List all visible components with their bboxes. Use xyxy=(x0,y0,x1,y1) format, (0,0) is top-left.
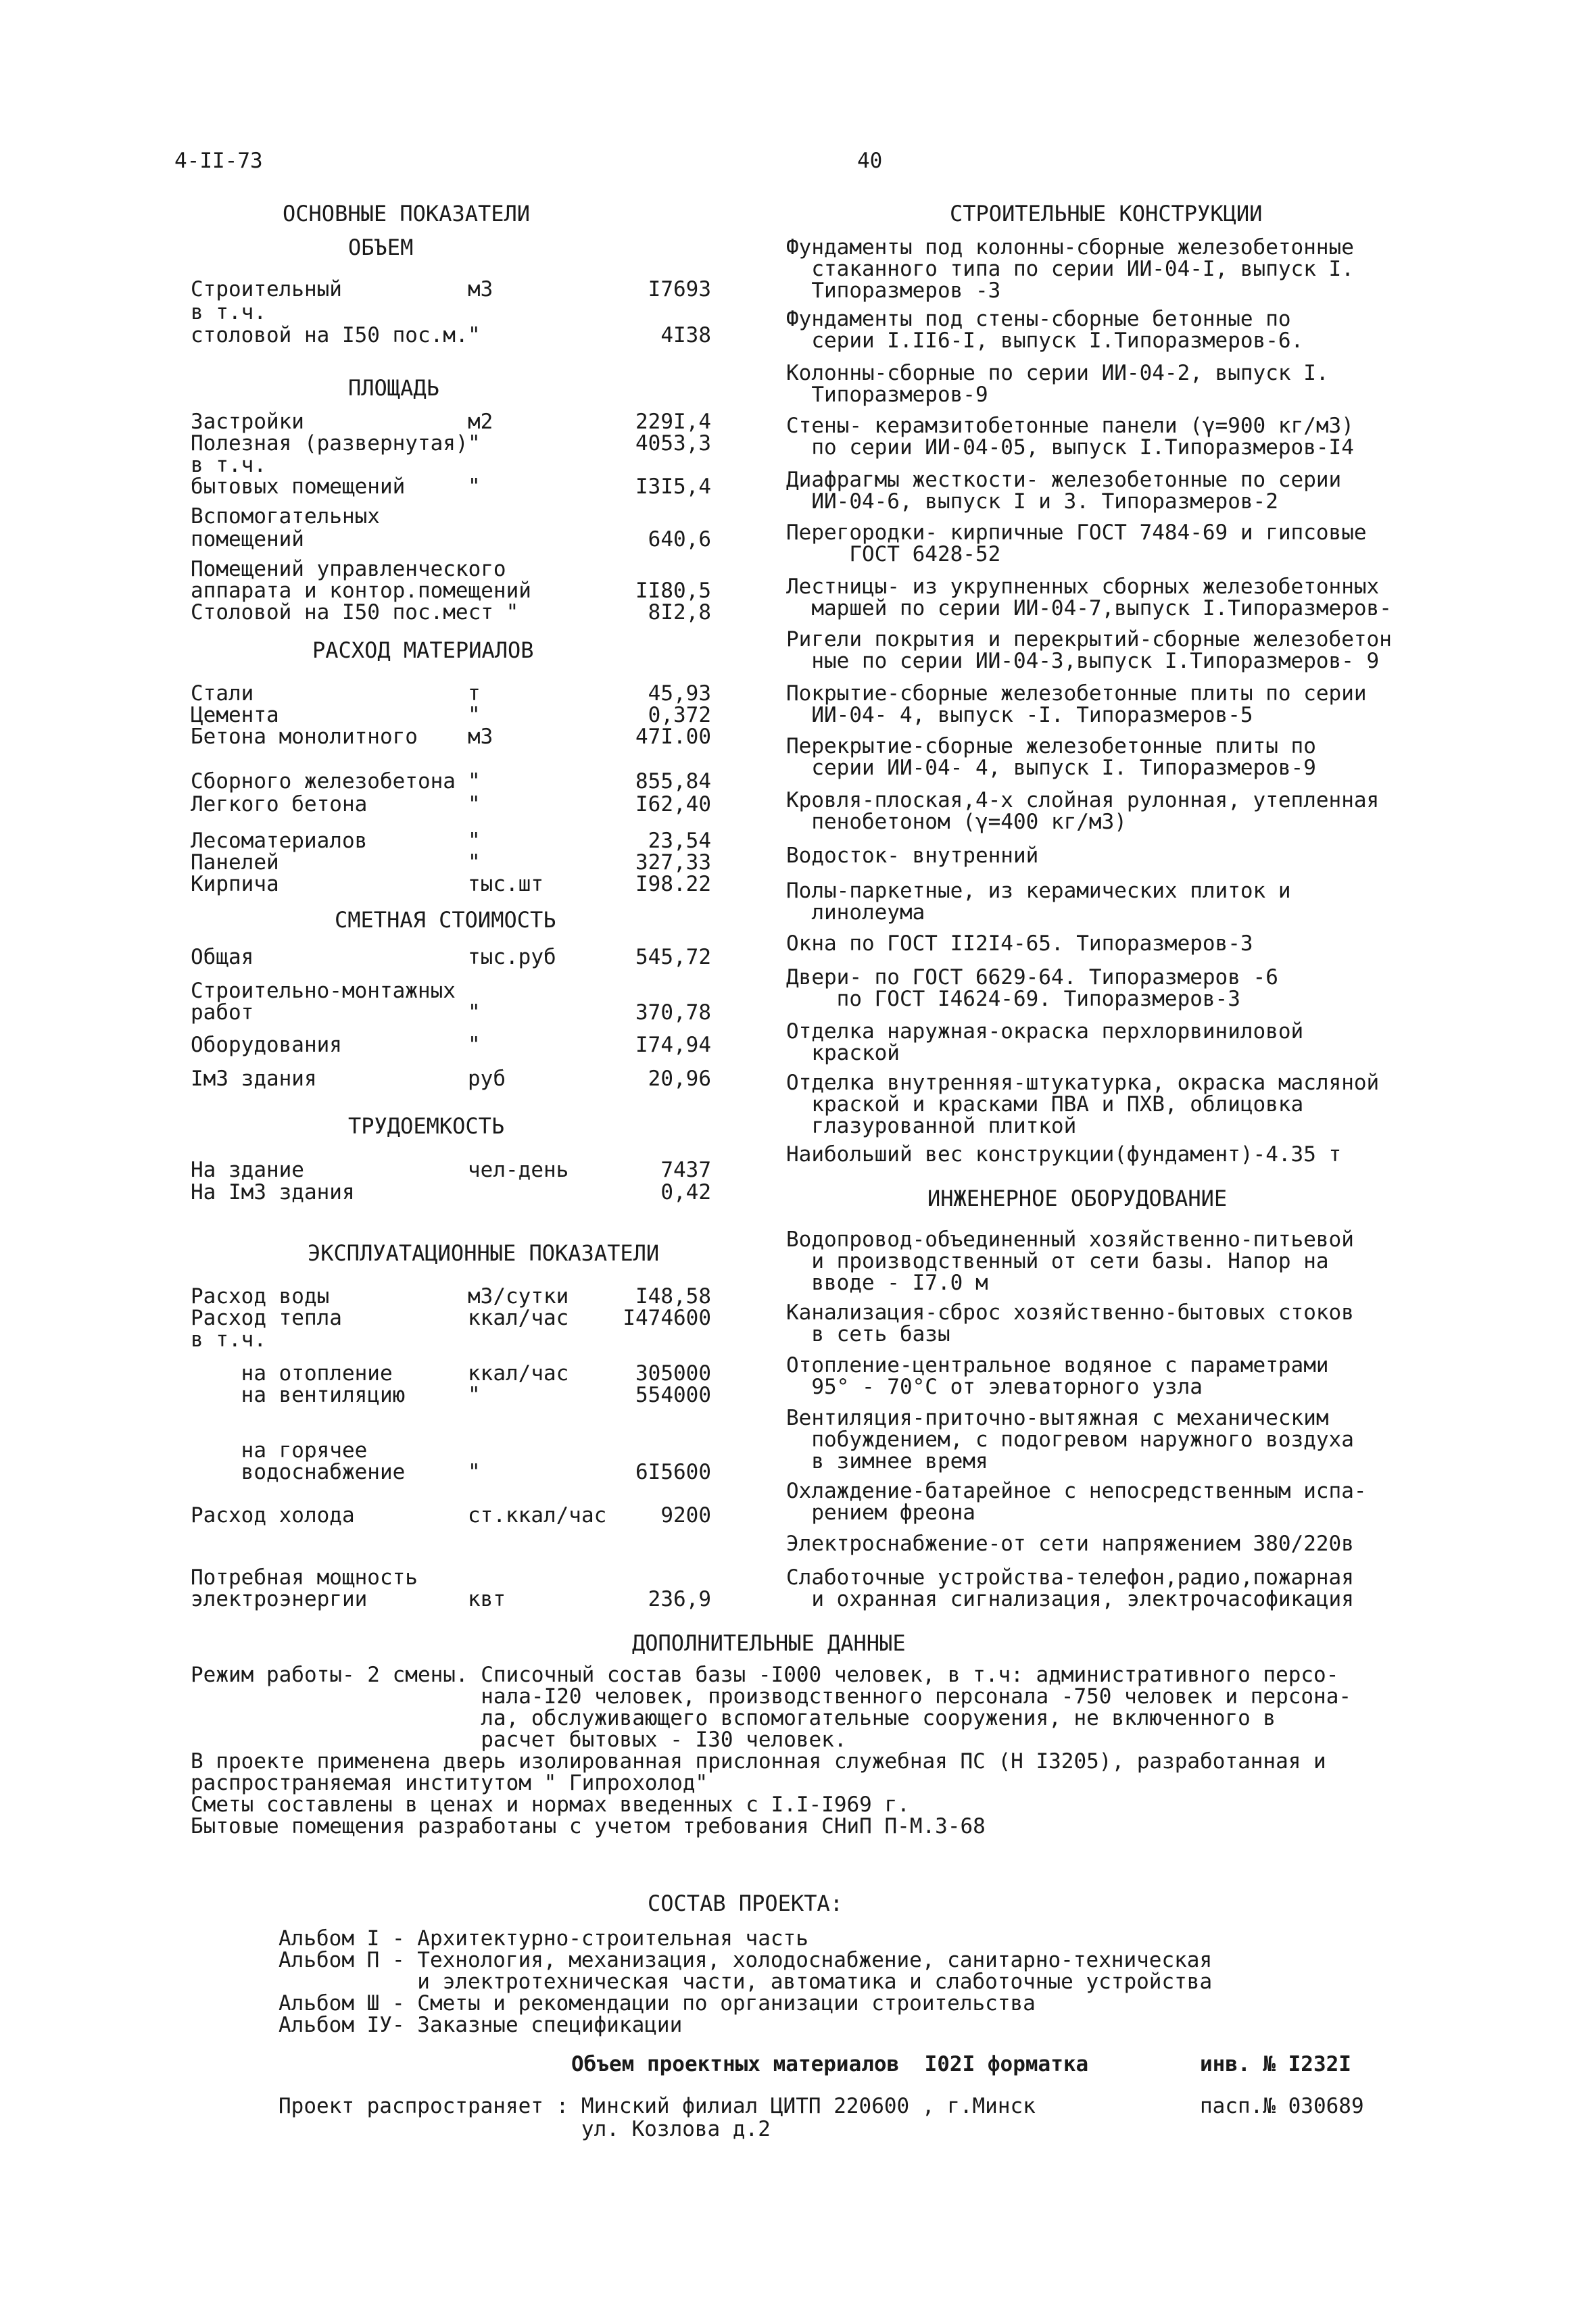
indicator-label: Легкого бетона xyxy=(191,792,368,817)
indicator-unit: тыс.руб xyxy=(468,945,556,969)
spec-item xyxy=(786,1480,1543,1524)
indicator-unit: ст.ккал/час xyxy=(468,1503,607,1528)
spec-item xyxy=(786,629,1543,672)
indicator-row xyxy=(191,794,711,815)
indicator-label: на горячее xyxy=(191,1438,368,1463)
text-line: Сметы составлены в ценах и нормах введенных с I.I-I969 г. xyxy=(191,1793,910,1817)
spec-line: стаканного типа по серии ИИ-04-I, выпуск I. xyxy=(786,257,1354,281)
indicator-label: Столовой на I50 пос.мест " xyxy=(191,600,519,625)
indicator-label: на вентиляцию xyxy=(191,1383,406,1407)
materials-section-title: РАСХОД МАТЕРИАЛОВ xyxy=(312,637,534,663)
indicator-label: в т.ч. xyxy=(191,300,266,324)
indicator-unit: м2 xyxy=(468,410,493,434)
indicator-value: 370,78 xyxy=(635,1000,711,1025)
indicator-value: 305000 xyxy=(635,1361,711,1386)
indicator-value: I62,40 xyxy=(635,792,711,817)
text-line: и электротехническая части, автоматика и слаботочные устройства xyxy=(279,1970,1213,1994)
spec-line: Полы-паркетные, из керамических плиток и xyxy=(786,879,1291,903)
indicator-label: На IмЗ здания xyxy=(191,1180,355,1204)
indicator-row xyxy=(191,602,711,623)
spec-line: ИИ-04-6, выпуск I и 3. Типоразмеров-2 xyxy=(786,489,1278,514)
area-section-title: ПЛОЩАДЬ xyxy=(348,375,439,401)
indicator-value: 45,93 xyxy=(648,681,711,706)
indicator-value: 8I2,8 xyxy=(648,600,711,625)
spec-line: Стены- керамзитобетонные панели (γ=900 кг/м3) xyxy=(786,414,1354,438)
indicator-value: 236,9 xyxy=(648,1587,711,1611)
spec-line: побуждением, с подогревом наружного воздуха xyxy=(786,1428,1354,1452)
indicator-label: Вспомогательных xyxy=(191,504,380,529)
indicator-value: I3I5,4 xyxy=(635,474,711,499)
indicator-row xyxy=(191,580,711,602)
additional-data-title: ДОПОЛНИТЕЛЬНЫЕ ДАННЫЕ xyxy=(632,1630,906,1656)
indicator-row xyxy=(191,1286,711,1307)
spec-item xyxy=(786,415,1543,458)
indicator-value: 855,84 xyxy=(635,769,711,794)
indicator-value: 4053,3 xyxy=(635,431,711,456)
spec-item xyxy=(786,308,1543,351)
indicator-unit: " xyxy=(468,323,481,347)
indicator-label: Потребная мощность xyxy=(191,1565,418,1590)
additional-list xyxy=(191,1664,1351,1837)
indicator-label: Помещений управленческого xyxy=(191,557,506,581)
spec-line: Наибольший вес конструкции(фундамент)-4.35 т xyxy=(786,1142,1342,1167)
indicator-unit: " xyxy=(468,474,481,499)
passport-number: пасп.№ 030689 xyxy=(1200,2094,1364,2118)
indicator-value: 9200 xyxy=(660,1503,711,1528)
page-number: 40 xyxy=(857,149,883,173)
inventory-number: инв. № I232I xyxy=(1200,2052,1351,2076)
spec-item xyxy=(786,1302,1543,1345)
spec-item xyxy=(786,735,1543,779)
indicator-row xyxy=(191,433,711,454)
spec-line: рением фреона xyxy=(786,1501,975,1525)
spec-line: Колонны-сборные по серии ИИ-04-2, выпуск I. xyxy=(786,361,1329,385)
indicator-row xyxy=(191,278,711,300)
spec-item xyxy=(786,362,1543,406)
indicator-label: Оборудования xyxy=(191,1033,342,1057)
indicator-unit: " xyxy=(468,431,481,456)
spec-item xyxy=(786,1229,1543,1294)
indicator-label: Цемента xyxy=(191,703,279,727)
indicator-unit: " xyxy=(468,769,481,794)
indicator-row xyxy=(191,1307,711,1329)
spec-item xyxy=(786,1407,1543,1472)
indicator-row xyxy=(191,529,711,550)
indicator-label: электроэнергии xyxy=(191,1587,368,1611)
spec-line: 95° - 70°С от элеваторного узла xyxy=(786,1375,1203,1399)
indicator-unit: " xyxy=(468,792,481,817)
indicator-label: на отопление xyxy=(191,1361,393,1386)
indicator-row xyxy=(191,1588,711,1610)
indicator-row xyxy=(191,1002,711,1023)
spec-line: Перегородки- кирпичные ГОСТ 7484-69 и гипсовые xyxy=(786,520,1367,545)
spec-item xyxy=(786,880,1543,923)
spec-line: Двери- по ГОСТ 6629-64. Типоразмеров -6 xyxy=(786,965,1278,990)
indicator-label: На здание xyxy=(191,1158,304,1182)
spec-line: серии I.II6-I, выпуск I.Типоразмеров-6. xyxy=(786,328,1304,353)
spec-line: Кровля-плоская,4-х слойная рулонная, утепленная xyxy=(786,788,1380,812)
spec-line: Водопровод-объединенный хозяйственно-питьевой xyxy=(786,1227,1354,1252)
indicator-row xyxy=(191,558,711,580)
indicator-row xyxy=(191,1440,711,1461)
spec-line: Окна по ГОСТ II2I4-65. Типоразмеров-3 xyxy=(786,931,1253,956)
spec-line: Слаботочные устройства-телефон,радио,пожарная xyxy=(786,1565,1354,1590)
indicator-row xyxy=(191,1181,711,1203)
spec-item xyxy=(786,1072,1543,1137)
main-indicators-title: ОСНОВНЫЕ ПОКАЗАТЕЛИ xyxy=(283,201,531,226)
indicator-label: Кирпича xyxy=(191,872,279,896)
indicator-unit: " xyxy=(468,1460,481,1484)
indicator-unit: ккал/час xyxy=(468,1306,569,1330)
indicator-value: I474600 xyxy=(623,1306,711,1330)
spec-line: Перекрытие-сборные железобетонные плиты по xyxy=(786,734,1316,758)
spec-line: Фундаменты под колонны-сборные железобетонные xyxy=(786,235,1354,260)
indicator-value: 0,372 xyxy=(648,703,711,727)
indicator-value: I98.22 xyxy=(635,872,711,896)
spec-line: краской xyxy=(786,1041,900,1065)
text-line: нала-I20 человек, производственного персонала -750 человек и персона- xyxy=(191,1684,1352,1709)
indicator-value: II80,5 xyxy=(635,579,711,603)
indicator-unit: " xyxy=(468,1383,481,1407)
indicator-row xyxy=(191,1505,711,1526)
indicator-row xyxy=(191,1034,711,1056)
spec-line: Типоразмеров-9 xyxy=(786,383,988,407)
operational-indicators-title: ЭКСПЛУАТАЦИОННЫЕ ПОКАЗАТЕЛИ xyxy=(308,1240,660,1266)
indicator-unit: тыс.шт xyxy=(468,872,543,896)
spec-line: пенобетоном (γ=400 кг/м3) xyxy=(786,810,1127,834)
spec-line: Ригели покрытия и перекрытий-сборные железобетон xyxy=(786,627,1392,652)
spec-line: Типоразмеров -3 xyxy=(786,278,1001,303)
spec-line: и производственный от сети базы. Напор на xyxy=(786,1249,1329,1273)
indicator-row xyxy=(191,411,711,433)
indicator-unit: " xyxy=(468,1033,481,1057)
indicator-row xyxy=(191,852,711,873)
composition-title: СОСТАВ ПРОЕКТА: xyxy=(648,1891,843,1916)
indicator-label: IмЗ здания xyxy=(191,1067,317,1091)
spec-line: Отделка наружная-окраска перхлорвиниловой xyxy=(786,1019,1304,1044)
indicator-unit: " xyxy=(468,703,481,727)
indicator-value: 7437 xyxy=(660,1158,711,1182)
indicator-row xyxy=(191,704,711,726)
indicator-value: 554000 xyxy=(635,1383,711,1407)
indicator-label: Панелей xyxy=(191,850,279,875)
spec-item xyxy=(786,1355,1543,1398)
spec-line: Канализация-сброс хозяйственно-бытовых стоков xyxy=(786,1300,1354,1325)
spec-item xyxy=(786,1567,1543,1610)
spec-line: ИИ-04- 4, выпуск -I. Типоразмеров-5 xyxy=(786,703,1253,727)
spec-line: в сеть базы xyxy=(786,1322,950,1346)
indicator-unit: чел-день xyxy=(468,1158,569,1182)
indicator-value: I74,94 xyxy=(635,1033,711,1057)
indicator-unit: квт xyxy=(468,1587,506,1611)
spec-line: глазурованной плиткой xyxy=(786,1114,1077,1138)
indicator-row xyxy=(191,1363,711,1384)
indicator-label: Полезная (развернутая) xyxy=(191,431,468,456)
indicator-row xyxy=(191,946,711,968)
indicator-value: I48,58 xyxy=(635,1284,711,1309)
indicator-label: Застройки xyxy=(191,410,304,434)
text-line: Режим работы- 2 смены. Списочный состав базы -I000 человек, в т.ч: административного персо- xyxy=(191,1663,1339,1687)
indicator-label: бытовых помещений xyxy=(191,474,406,499)
text-line: Альбом IУ- Заказные спецификации xyxy=(279,2013,683,2037)
spec-line: ГОСТ 6428-52 xyxy=(786,542,1001,566)
indicator-unit: " xyxy=(468,1000,481,1025)
spec-item xyxy=(786,1144,1543,1165)
indicator-row xyxy=(191,830,711,852)
indicator-value: 640,6 xyxy=(648,527,711,552)
text-line: Альбом Ш - Сметы и рекомендации по организации строительства xyxy=(279,1991,1036,2016)
spec-line: Диафрагмы жесткости- железобетонные по серии xyxy=(786,468,1342,492)
spec-line: Лестницы- из укрупненных сборных железобетонных xyxy=(786,575,1380,599)
composition-list xyxy=(279,1928,1212,2036)
text-line: Альбом П - Технология, механизация, холодоснабжение, санитарно-техническая xyxy=(279,1948,1213,1972)
indicator-label: Строительный xyxy=(191,277,342,301)
spec-line: в зимнее время xyxy=(786,1449,988,1473)
spec-item xyxy=(786,1533,1543,1555)
spec-line: Охлаждение-батарейное с непосредственным испа- xyxy=(786,1479,1367,1503)
spec-line: Вентиляция-приточно-вытяжная с механическим xyxy=(786,1406,1329,1430)
indicator-label: работ xyxy=(191,1000,254,1025)
indicator-label: Общая xyxy=(191,945,254,969)
indicator-label: столовой на I50 пос.м. xyxy=(191,323,468,347)
text-line: Альбом I - Архитектурно-строительная часть xyxy=(279,1926,808,1951)
indicator-label: Лесоматериалов xyxy=(191,829,368,853)
spec-item xyxy=(786,522,1543,565)
indicator-value: 47I.00 xyxy=(635,725,711,749)
spec-line: серии ИИ-04- 4, выпуск I. Типоразмеров-9 xyxy=(786,756,1316,780)
constructions-section-title: СТРОИТЕЛЬНЫЕ КОНСТРУКЦИИ xyxy=(950,201,1263,226)
indicator-label: Расход холода xyxy=(191,1503,355,1528)
indicator-row xyxy=(191,726,711,748)
spec-line: Водосток- внутренний xyxy=(786,844,1039,868)
indicator-unit: " xyxy=(468,850,481,875)
distributor-line-1: Проект распространяет : Минский филиал ЦИТП 220600 , г.Минск xyxy=(279,2094,1036,2118)
cost-section-title: СМЕТНАЯ СТОИМОСТЬ xyxy=(335,907,556,933)
indicator-label: аппарата и контор.помещений xyxy=(191,579,531,603)
indicator-unit: м3 xyxy=(468,277,493,301)
indicator-label: водоснабжение xyxy=(191,1460,406,1484)
spec-line: краской и красками ПВА и ПХВ, облицовка xyxy=(786,1092,1304,1117)
indicator-row xyxy=(191,873,711,895)
indicator-unit: т xyxy=(468,681,481,706)
spec-line: Фундаменты под стены-сборные бетонные по xyxy=(786,307,1291,331)
indicator-value: 545,72 xyxy=(635,945,711,969)
indicator-unit: ккал/час xyxy=(468,1361,569,1386)
labor-section-title: ТРУДОЕМКОСТЬ xyxy=(348,1113,505,1139)
spec-line: вводе - I7.0 м xyxy=(786,1271,988,1295)
indicator-value: 6I5600 xyxy=(635,1460,711,1484)
indicator-label: Сборного железобетона xyxy=(191,769,456,794)
spec-item xyxy=(786,1021,1543,1064)
spec-line: ные по серии ИИ-04-3,выпуск I.Типоразмеров- 9 xyxy=(786,649,1380,673)
text-line: В проекте применена дверь изолированная прислонная служебная ПС (Н I3205), разработанная и xyxy=(191,1749,1326,1774)
indicator-row xyxy=(191,1461,711,1483)
indicator-row xyxy=(191,324,711,346)
spec-line: Покрытие-сборные железобетонные плиты по серии xyxy=(786,681,1367,706)
spec-line: по ГОСТ I4624-69. Типоразмеров-3 xyxy=(786,987,1240,1011)
project-volume-text: Объем проектных материалов I02I форматка xyxy=(571,2052,1089,2076)
spec-item xyxy=(786,789,1543,833)
text-line: распространяемая институтом " Гипрохолод" xyxy=(191,1771,708,1795)
spec-item xyxy=(786,469,1543,512)
spec-item xyxy=(786,683,1543,726)
indicator-unit: м3/сутки xyxy=(468,1284,569,1309)
indicator-label: Стали xyxy=(191,681,254,706)
spec-line: маршей по серии ИИ-04-7,выпуск I.Типоразмеров- xyxy=(786,596,1392,620)
indicator-label: в т.ч. xyxy=(191,453,266,477)
indicator-label: Расход воды xyxy=(191,1284,330,1309)
indicator-row xyxy=(191,1567,711,1588)
text-line: Бытовые помещения разработаны с учетом требования СНиП П-М.3-68 xyxy=(191,1814,986,1838)
indicator-value: 229I,4 xyxy=(635,410,711,434)
text-line: расчет бытовых - I30 человек. xyxy=(191,1728,847,1752)
indicator-value: 20,96 xyxy=(648,1067,711,1091)
indicator-row xyxy=(191,476,711,497)
indicator-row xyxy=(191,683,711,704)
text-line: ла, обслуживающего вспомогательные сооружения, не включенного в xyxy=(191,1706,1276,1730)
document-code: 4-II-73 xyxy=(174,149,263,173)
indicator-row xyxy=(191,771,711,792)
indicator-row xyxy=(191,980,711,1002)
spec-item xyxy=(786,237,1543,301)
indicator-value: 4I38 xyxy=(660,323,711,347)
spec-item xyxy=(786,845,1543,867)
indicator-label: в т.ч. xyxy=(191,1327,266,1352)
indicator-unit: руб xyxy=(468,1067,506,1091)
indicator-label: Бетона монолитного xyxy=(191,725,418,749)
indicator-row xyxy=(191,1384,711,1406)
indicator-value: I7693 xyxy=(648,277,711,301)
spec-item xyxy=(786,967,1543,1010)
indicator-label: Строительно-монтажных xyxy=(191,979,456,1003)
spec-line: Электроснабжение-от сети напряжением 380/220в xyxy=(786,1532,1354,1556)
spec-line: линолеума xyxy=(786,900,925,925)
volume-section-title: ОБЪЕМ xyxy=(348,235,414,260)
indicator-value: 23,54 xyxy=(648,829,711,853)
spec-line: по серии ИИ-04-05, выпуск I.Типоразмеров-I4 xyxy=(786,435,1354,460)
engineering-section-title: ИНЖЕНЕРНОЕ ОБОРУДОВАНИЕ xyxy=(927,1186,1228,1211)
spec-line: Отопление-центральное водяное с параметрами xyxy=(786,1353,1329,1378)
indicator-unit: м3 xyxy=(468,725,493,749)
indicator-row xyxy=(191,1329,711,1350)
spec-line: Отделка внутренняя-штукатурка, окраска масляной xyxy=(786,1071,1380,1095)
indicator-row xyxy=(191,1068,711,1090)
indicator-row xyxy=(191,301,711,323)
indicator-label: помещений xyxy=(191,527,304,552)
indicator-row xyxy=(191,1159,711,1181)
spec-item xyxy=(786,576,1543,619)
indicator-value: 327,33 xyxy=(635,850,711,875)
spec-line: и охранная сигнализация, электрочасофикация xyxy=(786,1587,1354,1611)
indicator-row xyxy=(191,454,711,476)
indicator-label: Расход тепла xyxy=(191,1306,342,1330)
indicator-row xyxy=(191,506,711,527)
indicator-value: 0,42 xyxy=(660,1180,711,1204)
indicator-unit: " xyxy=(468,829,481,853)
spec-item xyxy=(786,933,1543,954)
distributor-line-2: ул. Козлова д.2 xyxy=(279,2117,771,2141)
